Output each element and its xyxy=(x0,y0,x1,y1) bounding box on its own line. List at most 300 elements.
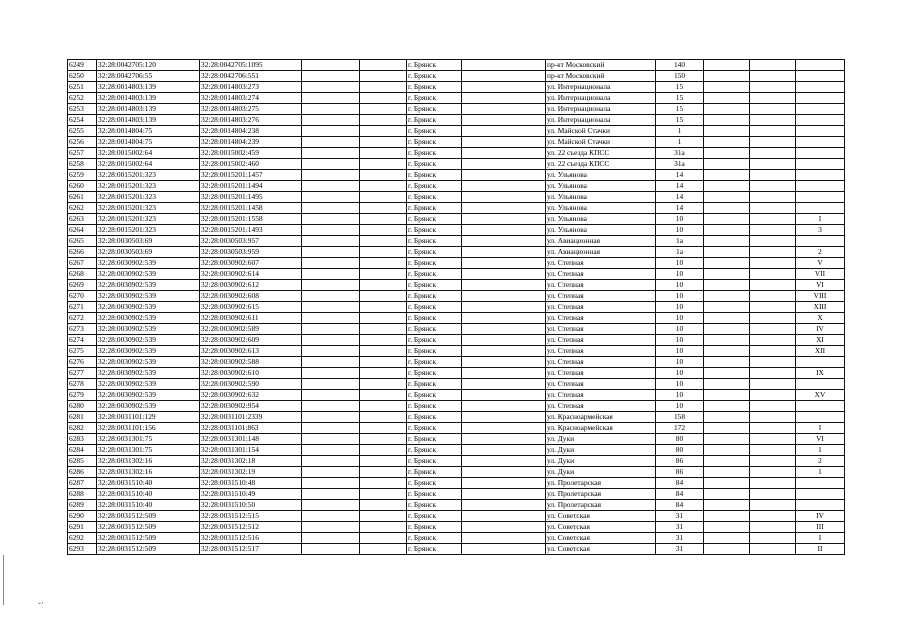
col-11-cell xyxy=(750,423,796,434)
street-cell: ул. Степная xyxy=(546,291,656,302)
col-10-cell xyxy=(704,269,750,280)
row-number-cell: 6291 xyxy=(68,522,97,533)
city-cell: г. Брянск xyxy=(407,533,462,544)
col-4-cell xyxy=(302,533,360,544)
object-cadastral-number-cell: 32:28:0014804:238 xyxy=(200,126,302,137)
parcel-cadastral-number-cell: 32:28:0030902:539 xyxy=(97,258,200,269)
house-number-cell: 10 xyxy=(656,291,704,302)
object-cadastral-number-cell: 32:28:0030902:613 xyxy=(200,346,302,357)
house-number-cell: 31 xyxy=(656,533,704,544)
col-11-cell xyxy=(750,192,796,203)
city-cell: г. Брянск xyxy=(407,148,462,159)
house-number-cell: 14 xyxy=(656,170,704,181)
col-4-cell xyxy=(302,82,360,93)
city-cell: г. Брянск xyxy=(407,544,462,555)
col-11-cell xyxy=(750,522,796,533)
col-10-cell xyxy=(704,379,750,390)
parcel-cadastral-number-cell: 32:28:0030503:69 xyxy=(97,247,200,258)
col-7-cell xyxy=(462,467,546,478)
street-cell: ул. Степная xyxy=(546,357,656,368)
street-cell: ул. Ульянова xyxy=(546,214,656,225)
house-number-cell: 15 xyxy=(656,82,704,93)
col-11-cell xyxy=(750,346,796,357)
property-register-table xyxy=(67,59,845,555)
street-cell: ул. Пролетарская xyxy=(546,500,656,511)
row-number-cell: 6269 xyxy=(68,280,97,291)
premises-number-cell: 2 xyxy=(796,456,845,467)
col-5-cell xyxy=(360,544,407,555)
col-4-cell xyxy=(302,115,360,126)
col-4-cell xyxy=(302,511,360,522)
parcel-cadastral-number-cell: 32:28:0031101:129 xyxy=(97,412,200,423)
street-cell: ул. Степная xyxy=(546,346,656,357)
col-11-cell xyxy=(750,181,796,192)
col-7-cell xyxy=(462,423,546,434)
col-4-cell xyxy=(302,291,360,302)
street-cell: ул. 22 съезда КПСС xyxy=(546,159,656,170)
col-5-cell xyxy=(360,115,407,126)
street-cell: ул. Советская xyxy=(546,544,656,555)
street-cell: ул. Степная xyxy=(546,335,656,346)
col-5-cell xyxy=(360,126,407,137)
col-4-cell xyxy=(302,269,360,280)
street-cell: ул. Степная xyxy=(546,390,656,401)
premises-number-cell xyxy=(796,181,845,192)
col-4-cell xyxy=(302,544,360,555)
row-number-cell: 6289 xyxy=(68,500,97,511)
row-number-cell: 6280 xyxy=(68,401,97,412)
col-7-cell xyxy=(462,379,546,390)
street-cell: ул. Степная xyxy=(546,258,656,269)
row-number-cell: 6273 xyxy=(68,324,97,335)
table-row xyxy=(68,126,845,137)
col-5-cell xyxy=(360,82,407,93)
col-11-cell xyxy=(750,500,796,511)
city-cell: г. Брянск xyxy=(407,115,462,126)
premises-number-cell: II xyxy=(796,544,845,555)
house-number-cell: 15 xyxy=(656,104,704,115)
col-11-cell xyxy=(750,401,796,412)
house-number-cell: 31 xyxy=(656,511,704,522)
premises-number-cell xyxy=(796,71,845,82)
row-number-cell: 6266 xyxy=(68,247,97,258)
col-10-cell xyxy=(704,93,750,104)
col-11-cell xyxy=(750,269,796,280)
col-4-cell xyxy=(302,401,360,412)
street-cell: ул. Ульянова xyxy=(546,225,656,236)
table-row xyxy=(68,225,845,236)
city-cell: г. Брянск xyxy=(407,236,462,247)
table-row xyxy=(68,137,845,148)
object-cadastral-number-cell: 32:28:0015201:1493 xyxy=(200,225,302,236)
col-7-cell xyxy=(462,203,546,214)
table-row xyxy=(68,500,845,511)
street-cell: ул. Степная xyxy=(546,401,656,412)
col-4-cell xyxy=(302,137,360,148)
table-row xyxy=(68,489,845,500)
object-cadastral-number-cell: 32:28:0031302:18 xyxy=(200,456,302,467)
col-10-cell xyxy=(704,467,750,478)
col-10-cell xyxy=(704,192,750,203)
table-row xyxy=(68,445,845,456)
street-cell: ул. Советская xyxy=(546,522,656,533)
col-4-cell xyxy=(302,214,360,225)
col-4-cell xyxy=(302,412,360,423)
house-number-cell: 86 xyxy=(656,467,704,478)
col-5-cell xyxy=(360,434,407,445)
col-10-cell xyxy=(704,115,750,126)
city-cell: г. Брянск xyxy=(407,225,462,236)
city-cell: г. Брянск xyxy=(407,192,462,203)
col-5-cell xyxy=(360,489,407,500)
col-4-cell xyxy=(302,203,360,214)
parcel-cadastral-number-cell: 32:28:0014804:75 xyxy=(97,126,200,137)
col-5-cell xyxy=(360,511,407,522)
col-4-cell xyxy=(302,478,360,489)
parcel-cadastral-number-cell: 32:28:0031302:16 xyxy=(97,467,200,478)
table-row xyxy=(68,368,845,379)
row-number-cell: 6268 xyxy=(68,269,97,280)
col-4-cell xyxy=(302,346,360,357)
col-7-cell xyxy=(462,445,546,456)
object-cadastral-number-cell: 32:28:0030902:614 xyxy=(200,269,302,280)
row-number-cell: 6277 xyxy=(68,368,97,379)
premises-number-cell: III xyxy=(796,522,845,533)
col-10-cell xyxy=(704,126,750,137)
table-row xyxy=(68,324,845,335)
premises-number-cell: X xyxy=(796,313,845,324)
col-7-cell xyxy=(462,401,546,412)
col-5-cell xyxy=(360,478,407,489)
street-cell: ул. Ульянова xyxy=(546,181,656,192)
col-5-cell xyxy=(360,357,407,368)
house-number-cell: 1 xyxy=(656,137,704,148)
parcel-cadastral-number-cell: 32:28:0030902:539 xyxy=(97,291,200,302)
table-row xyxy=(68,115,845,126)
col-7-cell xyxy=(462,258,546,269)
col-11-cell xyxy=(750,445,796,456)
parcel-cadastral-number-cell: 32:28:0014803:139 xyxy=(97,93,200,104)
street-cell: ул. Интернационала xyxy=(546,93,656,104)
col-7-cell xyxy=(462,522,546,533)
col-10-cell xyxy=(704,280,750,291)
house-number-cell: 84 xyxy=(656,489,704,500)
row-number-cell: 6271 xyxy=(68,302,97,313)
house-number-cell: 10 xyxy=(656,258,704,269)
col-10-cell xyxy=(704,236,750,247)
col-10-cell xyxy=(704,291,750,302)
house-number-cell: 10 xyxy=(656,214,704,225)
city-cell: г. Брянск xyxy=(407,104,462,115)
street-cell: ул. Интернационала xyxy=(546,82,656,93)
parcel-cadastral-number-cell: 32:28:0031101:156 xyxy=(97,423,200,434)
col-5-cell xyxy=(360,247,407,258)
table-row xyxy=(68,346,845,357)
row-number-cell: 6272 xyxy=(68,313,97,324)
col-7-cell xyxy=(462,313,546,324)
house-number-cell: 10 xyxy=(656,302,704,313)
street-cell: ул. Пролетарская xyxy=(546,478,656,489)
table-row xyxy=(68,247,845,258)
col-4-cell xyxy=(302,423,360,434)
parcel-cadastral-number-cell: 32:28:0030902:539 xyxy=(97,302,200,313)
city-cell: г. Брянск xyxy=(407,401,462,412)
col-5-cell xyxy=(360,302,407,313)
object-cadastral-number-cell: 32:28:0042706:551 xyxy=(200,71,302,82)
street-cell: ул. Пролетарская xyxy=(546,489,656,500)
city-cell: г. Брянск xyxy=(407,170,462,181)
col-10-cell xyxy=(704,313,750,324)
house-number-cell: 86 xyxy=(656,456,704,467)
row-number-cell: 6252 xyxy=(68,93,97,104)
object-cadastral-number-cell: 32:28:0030902:632 xyxy=(200,390,302,401)
col-10-cell xyxy=(704,148,750,159)
city-cell: г. Брянск xyxy=(407,71,462,82)
object-cadastral-number-cell: 32:28:0030503:959 xyxy=(200,247,302,258)
col-11-cell xyxy=(750,170,796,181)
col-4-cell xyxy=(302,280,360,291)
col-4-cell xyxy=(302,456,360,467)
col-11-cell xyxy=(750,489,796,500)
city-cell: г. Брянск xyxy=(407,247,462,258)
table-row xyxy=(68,159,845,170)
col-11-cell xyxy=(750,258,796,269)
row-number-cell: 6262 xyxy=(68,203,97,214)
premises-number-cell: 1 xyxy=(796,445,845,456)
col-5-cell xyxy=(360,412,407,423)
col-10-cell xyxy=(704,456,750,467)
col-10-cell xyxy=(704,203,750,214)
city-cell: г. Брянск xyxy=(407,313,462,324)
col-5-cell xyxy=(360,71,407,82)
object-cadastral-number-cell: 32:28:0031510:49 xyxy=(200,489,302,500)
premises-number-cell xyxy=(796,412,845,423)
col-5-cell xyxy=(360,313,407,324)
parcel-cadastral-number-cell: 32:28:0015201:323 xyxy=(97,214,200,225)
street-cell: ул. Майской Стачки xyxy=(546,137,656,148)
col-11-cell xyxy=(750,335,796,346)
house-number-cell: 10 xyxy=(656,313,704,324)
parcel-cadastral-number-cell: 32:28:0031302:16 xyxy=(97,456,200,467)
row-number-cell: 6276 xyxy=(68,357,97,368)
table-row xyxy=(68,522,845,533)
table-row xyxy=(68,280,845,291)
premises-number-cell: V xyxy=(796,258,845,269)
house-number-cell: 10 xyxy=(656,368,704,379)
parcel-cadastral-number-cell: 32:28:0030902:539 xyxy=(97,280,200,291)
col-11-cell xyxy=(750,247,796,258)
house-number-cell: 15 xyxy=(656,93,704,104)
col-7-cell xyxy=(462,247,546,258)
col-5-cell xyxy=(360,181,407,192)
col-7-cell xyxy=(462,500,546,511)
col-7-cell xyxy=(462,170,546,181)
row-number-cell: 6253 xyxy=(68,104,97,115)
col-10-cell xyxy=(704,302,750,313)
col-4-cell xyxy=(302,324,360,335)
col-4-cell xyxy=(302,71,360,82)
row-number-cell: 6263 xyxy=(68,214,97,225)
premises-number-cell xyxy=(796,500,845,511)
table-row xyxy=(68,214,845,225)
house-number-cell: 31а xyxy=(656,148,704,159)
col-10-cell xyxy=(704,346,750,357)
parcel-cadastral-number-cell: 32:28:0031301:75 xyxy=(97,434,200,445)
house-number-cell: 172 xyxy=(656,423,704,434)
row-number-cell: 6283 xyxy=(68,434,97,445)
city-cell: г. Брянск xyxy=(407,412,462,423)
col-5-cell xyxy=(360,401,407,412)
street-cell: ул. Дуки xyxy=(546,456,656,467)
parcel-cadastral-number-cell: 32:28:0031512:509 xyxy=(97,544,200,555)
row-number-cell: 6292 xyxy=(68,533,97,544)
parcel-cadastral-number-cell: 32:28:0030902:539 xyxy=(97,346,200,357)
col-11-cell xyxy=(750,533,796,544)
parcel-cadastral-number-cell: 32:28:0015201:323 xyxy=(97,192,200,203)
house-number-cell: 80 xyxy=(656,434,704,445)
parcel-cadastral-number-cell: 32:28:0030503:69 xyxy=(97,236,200,247)
object-cadastral-number-cell: 32:28:0015201:1495 xyxy=(200,192,302,203)
row-number-cell: 6288 xyxy=(68,489,97,500)
table-row xyxy=(68,467,845,478)
col-5-cell xyxy=(360,225,407,236)
col-5-cell xyxy=(360,214,407,225)
col-10-cell xyxy=(704,434,750,445)
col-10-cell xyxy=(704,324,750,335)
row-number-cell: 6274 xyxy=(68,335,97,346)
col-5-cell xyxy=(360,269,407,280)
col-7-cell xyxy=(462,192,546,203)
col-10-cell xyxy=(704,60,750,71)
table-row xyxy=(68,335,845,346)
col-5-cell xyxy=(360,368,407,379)
col-10-cell xyxy=(704,181,750,192)
object-cadastral-number-cell: 32:28:0030902:589 xyxy=(200,324,302,335)
parcel-cadastral-number-cell: 32:28:0031512:509 xyxy=(97,511,200,522)
object-cadastral-number-cell: 32:28:0014803:275 xyxy=(200,104,302,115)
col-7-cell xyxy=(462,478,546,489)
table-row xyxy=(68,478,845,489)
house-number-cell: 80 xyxy=(656,445,704,456)
col-7-cell xyxy=(462,60,546,71)
row-number-cell: 6279 xyxy=(68,390,97,401)
col-10-cell xyxy=(704,412,750,423)
table-row xyxy=(68,434,845,445)
object-cadastral-number-cell: 32:28:0015201:1558 xyxy=(200,214,302,225)
col-10-cell xyxy=(704,544,750,555)
col-5-cell xyxy=(360,335,407,346)
col-4-cell xyxy=(302,181,360,192)
premises-number-cell xyxy=(796,93,845,104)
col-4-cell xyxy=(302,522,360,533)
col-11-cell xyxy=(750,148,796,159)
street-cell: ул. Ульянова xyxy=(546,170,656,181)
premises-number-cell: IV xyxy=(796,324,845,335)
street-cell: ул. Авиационная xyxy=(546,236,656,247)
city-cell: г. Брянск xyxy=(407,269,462,280)
house-number-cell: 140 xyxy=(656,60,704,71)
city-cell: г. Брянск xyxy=(407,511,462,522)
premises-number-cell: I xyxy=(796,423,845,434)
col-10-cell xyxy=(704,71,750,82)
house-number-cell: 150 xyxy=(656,71,704,82)
parcel-cadastral-number-cell: 32:28:0030902:539 xyxy=(97,401,200,412)
col-10-cell xyxy=(704,159,750,170)
col-10-cell xyxy=(704,423,750,434)
city-cell: г. Брянск xyxy=(407,500,462,511)
object-cadastral-number-cell: 32:28:0014803:274 xyxy=(200,93,302,104)
col-11-cell xyxy=(750,291,796,302)
col-7-cell xyxy=(462,346,546,357)
col-4-cell xyxy=(302,126,360,137)
premises-number-cell xyxy=(796,148,845,159)
col-5-cell xyxy=(360,291,407,302)
table-row xyxy=(68,390,845,401)
parcel-cadastral-number-cell: 32:28:0030902:539 xyxy=(97,313,200,324)
col-7-cell xyxy=(462,544,546,555)
premises-number-cell: VI xyxy=(796,280,845,291)
city-cell: г. Брянск xyxy=(407,445,462,456)
col-7-cell xyxy=(462,357,546,368)
object-cadastral-number-cell: 32:28:0030902:611 xyxy=(200,313,302,324)
row-number-cell: 6259 xyxy=(68,170,97,181)
col-10-cell xyxy=(704,522,750,533)
object-cadastral-number-cell: 32:28:0014804:239 xyxy=(200,137,302,148)
row-number-cell: 6278 xyxy=(68,379,97,390)
col-11-cell xyxy=(750,203,796,214)
street-cell: ул. Ульянова xyxy=(546,203,656,214)
col-5-cell xyxy=(360,379,407,390)
col-11-cell xyxy=(750,456,796,467)
col-11-cell xyxy=(750,82,796,93)
table-row xyxy=(68,71,845,82)
parcel-cadastral-number-cell: 32:28:0042705:120 xyxy=(97,60,200,71)
table-row xyxy=(68,203,845,214)
parcel-cadastral-number-cell: 32:28:0015002:64 xyxy=(97,148,200,159)
col-4-cell xyxy=(302,159,360,170)
col-7-cell xyxy=(462,533,546,544)
house-number-cell: 1а xyxy=(656,236,704,247)
col-4-cell xyxy=(302,104,360,115)
col-5-cell xyxy=(360,236,407,247)
col-5-cell xyxy=(360,104,407,115)
col-4-cell xyxy=(302,379,360,390)
object-cadastral-number-cell: 32:28:0030902:588 xyxy=(200,357,302,368)
col-4-cell xyxy=(302,500,360,511)
premises-number-cell xyxy=(796,357,845,368)
parcel-cadastral-number-cell: 32:28:0030902:539 xyxy=(97,335,200,346)
table-row xyxy=(68,544,845,555)
row-number-cell: 6258 xyxy=(68,159,97,170)
city-cell: г. Брянск xyxy=(407,181,462,192)
col-5-cell xyxy=(360,159,407,170)
col-10-cell xyxy=(704,258,750,269)
street-cell: ул. Степная xyxy=(546,302,656,313)
col-5-cell xyxy=(360,423,407,434)
premises-number-cell xyxy=(796,104,845,115)
parcel-cadastral-number-cell: 32:28:0014803:139 xyxy=(97,82,200,93)
object-cadastral-number-cell: 32:28:0030902:612 xyxy=(200,280,302,291)
col-11-cell xyxy=(750,379,796,390)
col-7-cell xyxy=(462,71,546,82)
house-number-cell: 14 xyxy=(656,181,704,192)
street-cell: ул. Майской Стачки xyxy=(546,126,656,137)
col-11-cell xyxy=(750,137,796,148)
col-7-cell xyxy=(462,511,546,522)
col-7-cell xyxy=(462,390,546,401)
col-7-cell xyxy=(462,269,546,280)
city-cell: г. Брянск xyxy=(407,522,462,533)
